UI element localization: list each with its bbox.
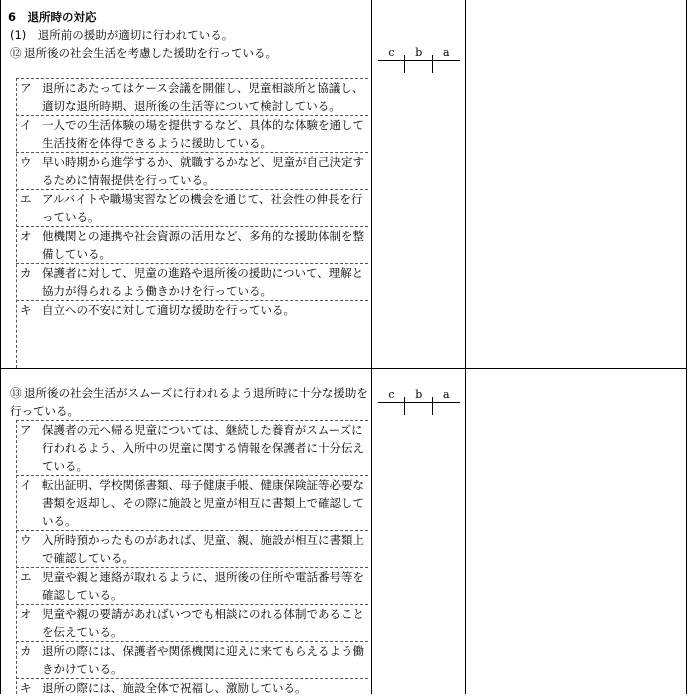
list-item: オ 他機関との連携や社会資源の活用など、多角的な援助体制を整備している。 — [16, 226, 368, 263]
row-divider — [0, 368, 686, 369]
criterion-13 — [10, 384, 368, 420]
column-divider-2 — [465, 0, 466, 694]
list-item: ウ 入所時預かったものがあれば、児童、親、施設が相互に書類上で確認している。 — [16, 530, 368, 567]
list-item: エ アルバイトや職場実習などの機会を通じて、社会性の伸長を行っている。 — [16, 189, 368, 226]
rating-a: a — [443, 388, 450, 401]
table-border-right — [686, 0, 687, 694]
list-item: キ 自立への不安に対して適切な援助を行っている。 — [16, 300, 368, 319]
rating-c: c — [388, 388, 395, 401]
column-divider-1 — [371, 0, 372, 694]
list-item: エ 児童や親と連絡が取れるように、退所後の住所や電話番号等を確認している。 — [16, 567, 368, 604]
rating-b: b — [415, 388, 423, 401]
list-item: キ 退所の際には、施設全体で祝福し、激励している。 — [16, 678, 368, 697]
list-item: オ 児童や親の要請があればいつでも相談にのれる体制であることを伝えている。 — [16, 604, 368, 641]
list-item: イ 一人での生活体験の場を提供するなど、具体的な体験を通して生活技術を体得できるように援助している。 — [16, 115, 368, 152]
table-border-left — [0, 0, 1, 694]
item-list-13 — [16, 420, 368, 697]
rating-bar — [378, 60, 460, 71]
criterion-text: 退所後の社会生活がスムーズに行われるよう退所時に十分な援助を行っている。 — [10, 386, 368, 418]
rating-scale-12 — [378, 46, 460, 71]
rating-bar — [378, 402, 460, 413]
list-item: カ 保護者に対して、児童の進路や退所後の援助について、理解と協力が得られるよう働きかけを行っている。 — [16, 263, 368, 300]
list-item: ア 退所にあたってはケース会議を開催し、児童相談所と協議し、適切な退所時期、退所後の生活等について検討している。 — [16, 78, 368, 115]
criterion-mark: ⑬ — [10, 386, 22, 400]
section-subheading: (1) 退所前の援助が適切に行われている。 — [10, 28, 234, 42]
list-item: ウ 早い時期から進学するか、就職するかなど、児童が自己決定するために情報提供を行っている。 — [16, 152, 368, 189]
list-item: カ 退所の際には、保護者や関係機関に迎えに来てもらえるよう働きかけている。 — [16, 641, 368, 678]
list-item: ア 保護者の元へ帰る児童については、継続した養育がスムーズに行われるよう、入所中の児童に関する情報を保護者に十分伝えている。 — [16, 420, 368, 475]
criterion-mark: ⑫ — [10, 46, 22, 60]
rating-b: b — [415, 46, 423, 59]
item-list-12 — [16, 78, 368, 319]
rating-scale-13 — [378, 388, 460, 413]
rating-c: c — [388, 46, 395, 59]
list-item: イ 転出証明、学校関係書類、母子健康手帳、健康保険証等必要な書類を返却し、その際に施設と児童が相互に書類上で確認している。 — [16, 475, 368, 530]
section-heading: 6 退所時の対応 — [8, 10, 97, 24]
criterion-text: 退所後の社会生活を考慮した援助を行っている。 — [24, 46, 277, 60]
criterion-12 — [10, 44, 368, 62]
rating-a: a — [443, 46, 450, 59]
